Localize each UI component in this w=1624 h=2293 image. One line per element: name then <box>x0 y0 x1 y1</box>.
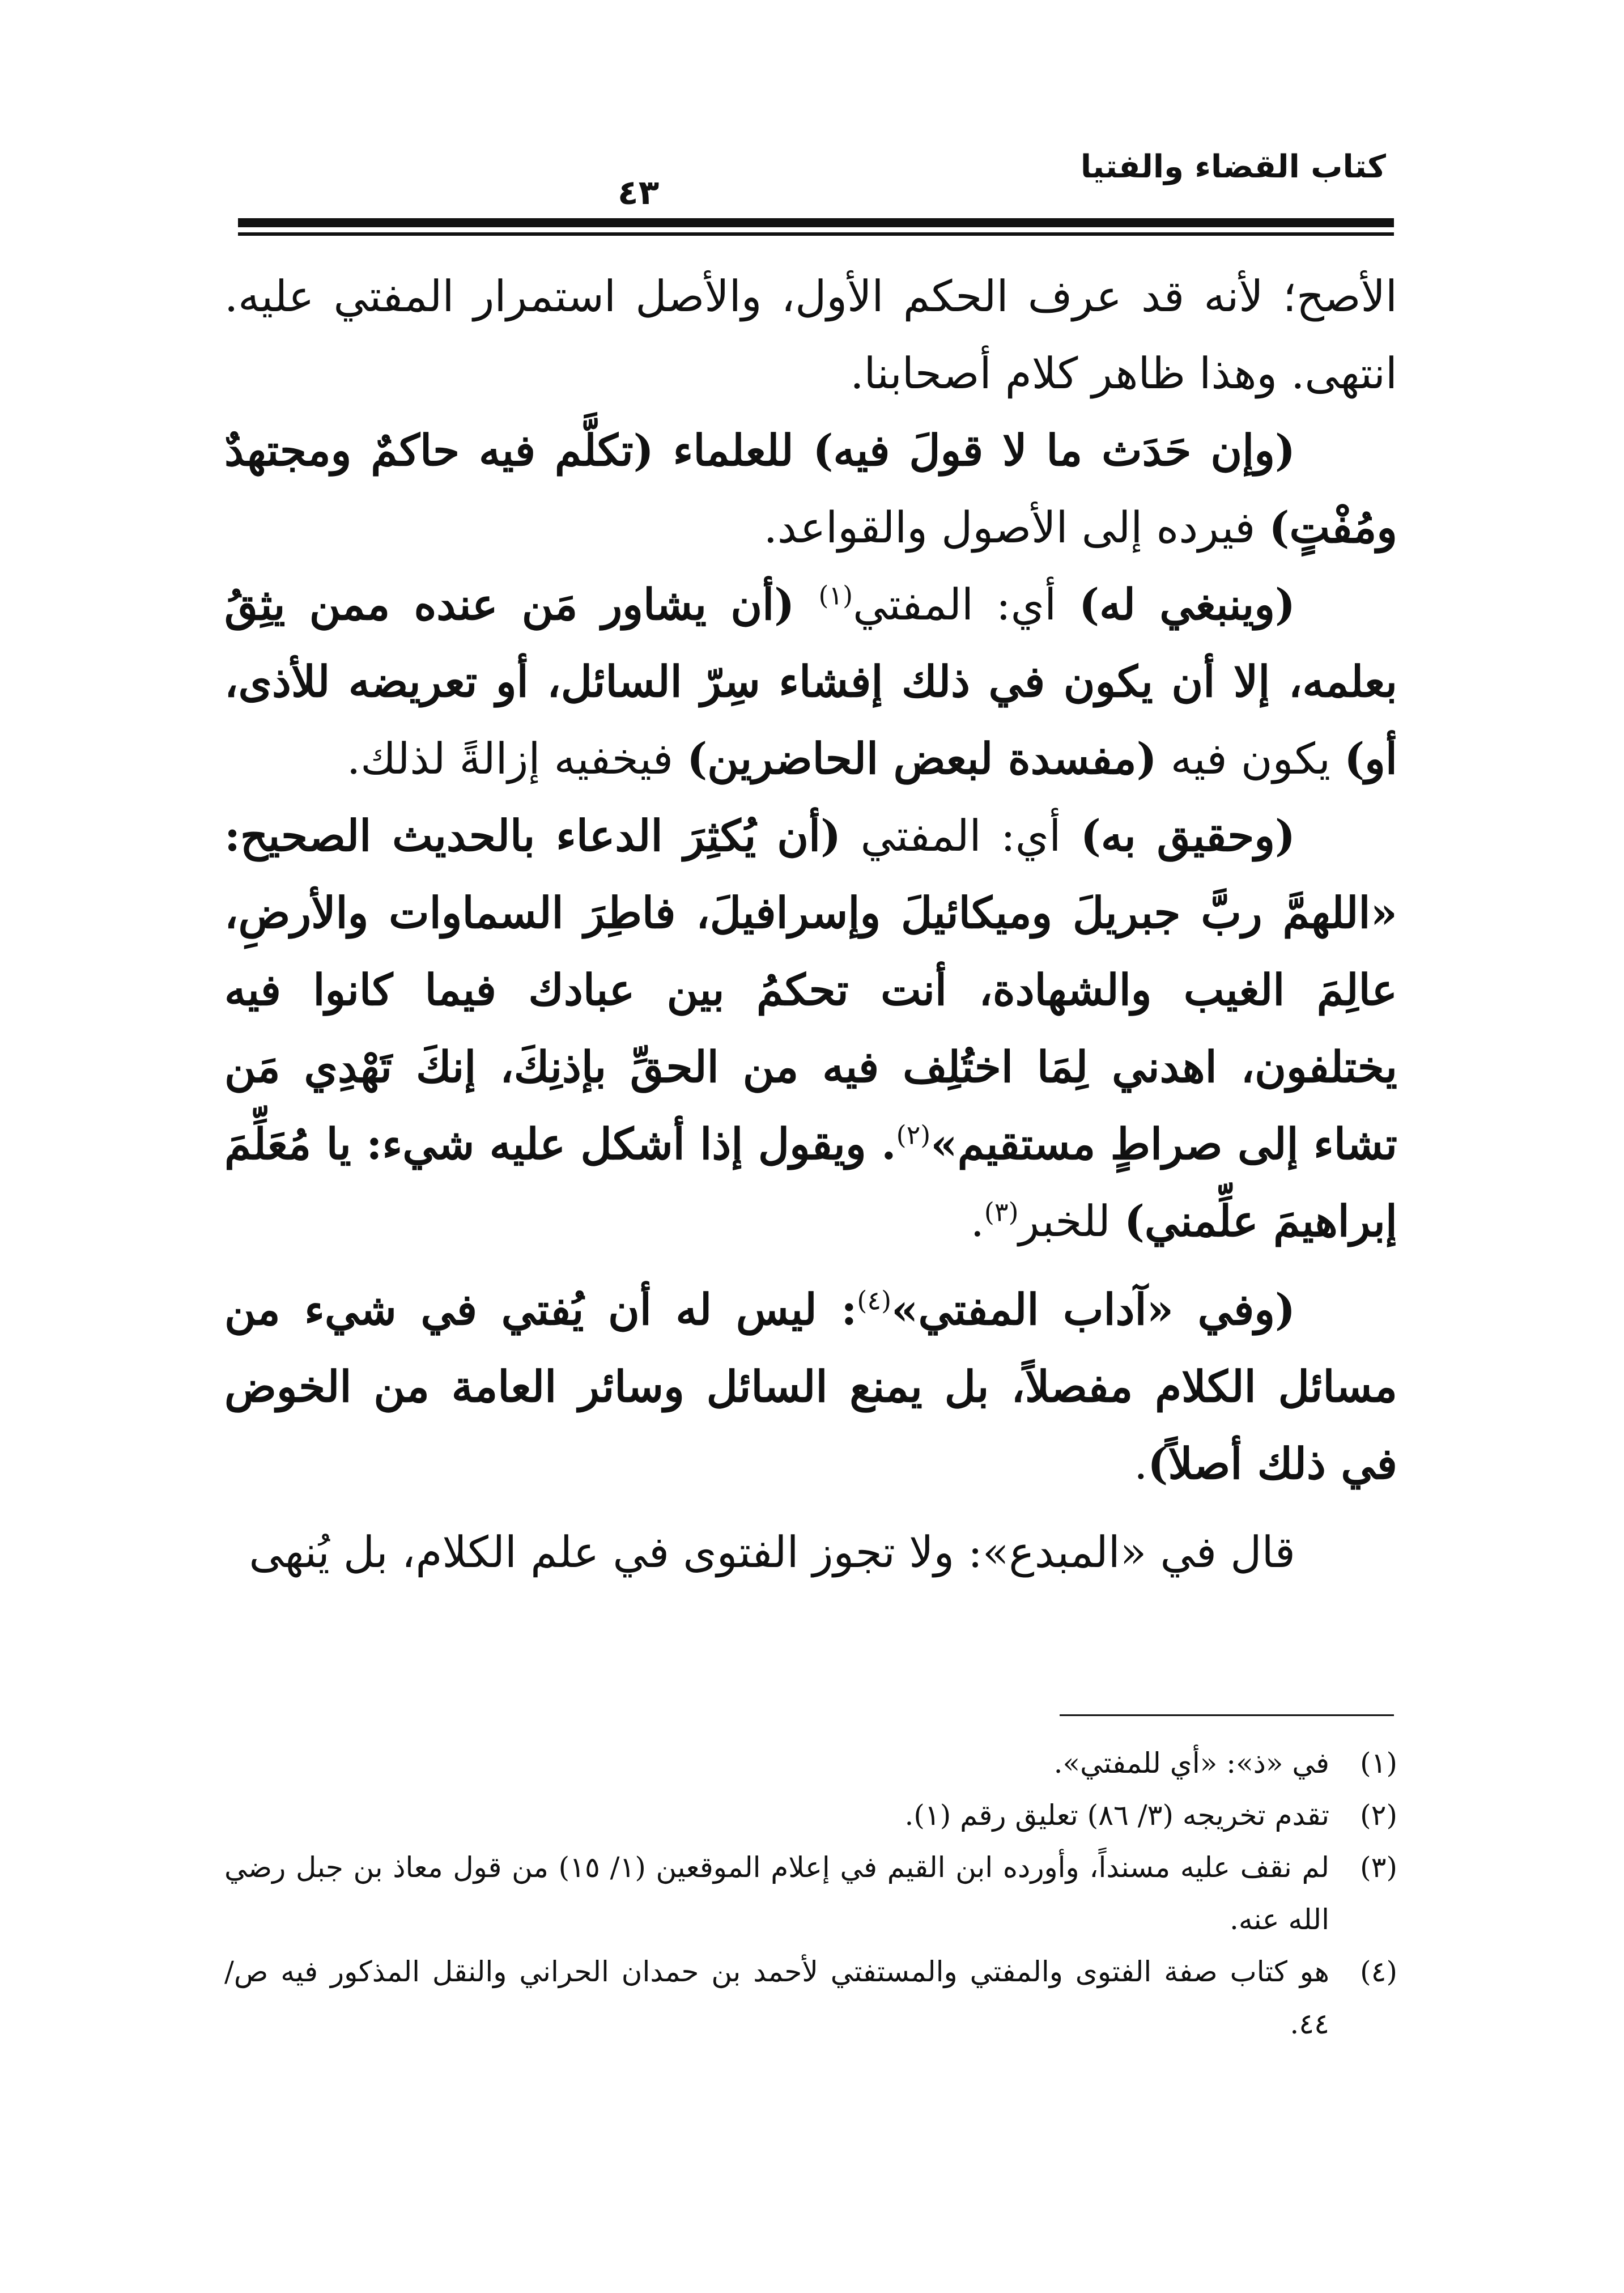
matn-text: (أن يشاور مَن عنده ممن يثِقُ بعلمه، إلا أن يكون في ذلك إفشاء سِرّ السائل، أو تعريضه للأذى، أو) <box>224 579 1397 784</box>
matn-text: (وينبغي له) <box>1079 579 1295 630</box>
commentary-text: فيخفيه إزالةً لذلك. <box>347 733 687 784</box>
commentary-text: . <box>970 1196 984 1246</box>
matn-text: (وإن حَدَث ما لا قولَ فيه) للعلماء (تكلَّم فيه حاكمٌ ومجتهدٌ ومُفْتٍ) <box>224 425 1397 553</box>
footnote-ref-1[interactable]: (١) <box>818 580 853 611</box>
commentary-text: فيرده إلى الأصول والقواعد. <box>763 502 1269 553</box>
footnote-number: (٢) <box>1360 1799 1397 1832</box>
matn-text: (وفي «آداب المفتي» <box>891 1284 1295 1335</box>
running-head: كتاب القضاء والفتيا <box>1080 148 1386 185</box>
commentary-text: أي: المفتي <box>841 810 1081 861</box>
header-rule-thin <box>238 232 1394 236</box>
matn-text: (مفسدة لبعض الحاضرين) <box>687 733 1157 784</box>
paragraph-new-case <box>224 412 1397 566</box>
main-text <box>224 258 1397 1591</box>
paragraph-adab-mufti <box>224 1271 1397 1502</box>
paragraph-mubdi: قال في «المبدع»: ولا تجوز الفتوى في علم الكلام، بل يُنهى <box>249 1527 1295 1577</box>
footnote-text: تقدم تخريجه (٣/ ٨٦) تعليق رقم (١). <box>904 1799 1329 1832</box>
matn-text: (أن يُكثِرَ الدعاء بالحديث الصحيح: «اللهمَّ ربَّ جبريلَ وميكائيلَ وإسرافيلَ، فاطِرَ السماوات والأرضِ، عالِمَ الغيب والشهادة، أنت تحكمُ بين عبادك فيما كانوا فيه يختلفون، اهدني لِمَا اختُلِف فيه من الحقِّ بإذنِكَ، إنكَ تَهْدِي مَن تشاء إلى صراطٍ مستقيم» <box>224 810 1398 1169</box>
footnote-number: (٤) <box>1360 1955 1397 1988</box>
footnote-ref-4[interactable]: (٤) <box>857 1285 892 1316</box>
footnote-text: في «ذ»: «أي للمفتي». <box>1053 1747 1329 1780</box>
paragraph-consultation <box>224 566 1397 797</box>
footnote-item <box>224 1841 1397 1946</box>
commentary-text: للخبر <box>1018 1196 1124 1246</box>
footnote-number: (١) <box>1360 1747 1397 1780</box>
matn-text: (وحقيق به) <box>1080 810 1295 861</box>
footnote-item <box>224 1946 1397 2050</box>
footnotes <box>224 1737 1397 2050</box>
footnote-ref-2[interactable]: (٢) <box>896 1119 931 1150</box>
page-number: ٤٣ <box>618 173 660 213</box>
commentary-text: يكون فيه <box>1157 733 1345 784</box>
footnote-text: هو كتاب صفة الفتوى والمفتي والمستفتي لأحمد بن حمدان الحراني والنقل المذكور فيه ص/ ٤٤. <box>224 1955 1329 2040</box>
header-rule-thick <box>238 218 1394 227</box>
footnote-separator <box>1060 1714 1394 1716</box>
footnote-item <box>224 1737 1397 1789</box>
footnote-number: (٣) <box>1360 1851 1397 1884</box>
matn-text: . ويقول إذا أشكل عليه شيء: يا مُعَلِّمَ إبراهيمَ علِّمني) <box>224 1119 1397 1246</box>
footnote-item <box>224 1789 1397 1841</box>
footnote-text: لم نقف عليه مسنداً، وأورده ابن القيم في إعلام الموقعين (١/ ١٥) من قول معاذ بن جبل رضي الله عنه. <box>224 1851 1329 1936</box>
commentary-text: . <box>1134 1438 1148 1489</box>
paragraph-continuation: الأصح؛ لأنه قد عرف الحكم الأول، والأصل استمرار المفتي عليه. انتهى. وهذا ظاهر كلام أصحابنا. <box>224 271 1397 398</box>
commentary-text: أي: المفتي <box>853 579 1079 630</box>
paragraph-supplication <box>224 797 1397 1260</box>
footnote-ref-3[interactable]: (٣) <box>984 1196 1019 1228</box>
matn-text: : ليس له أن يُفتي في شيء من مسائل الكلام مفصلاً، بل يمنع السائل وسائر العامة من الخوض في ذلك أصلاً) <box>224 1284 1397 1489</box>
